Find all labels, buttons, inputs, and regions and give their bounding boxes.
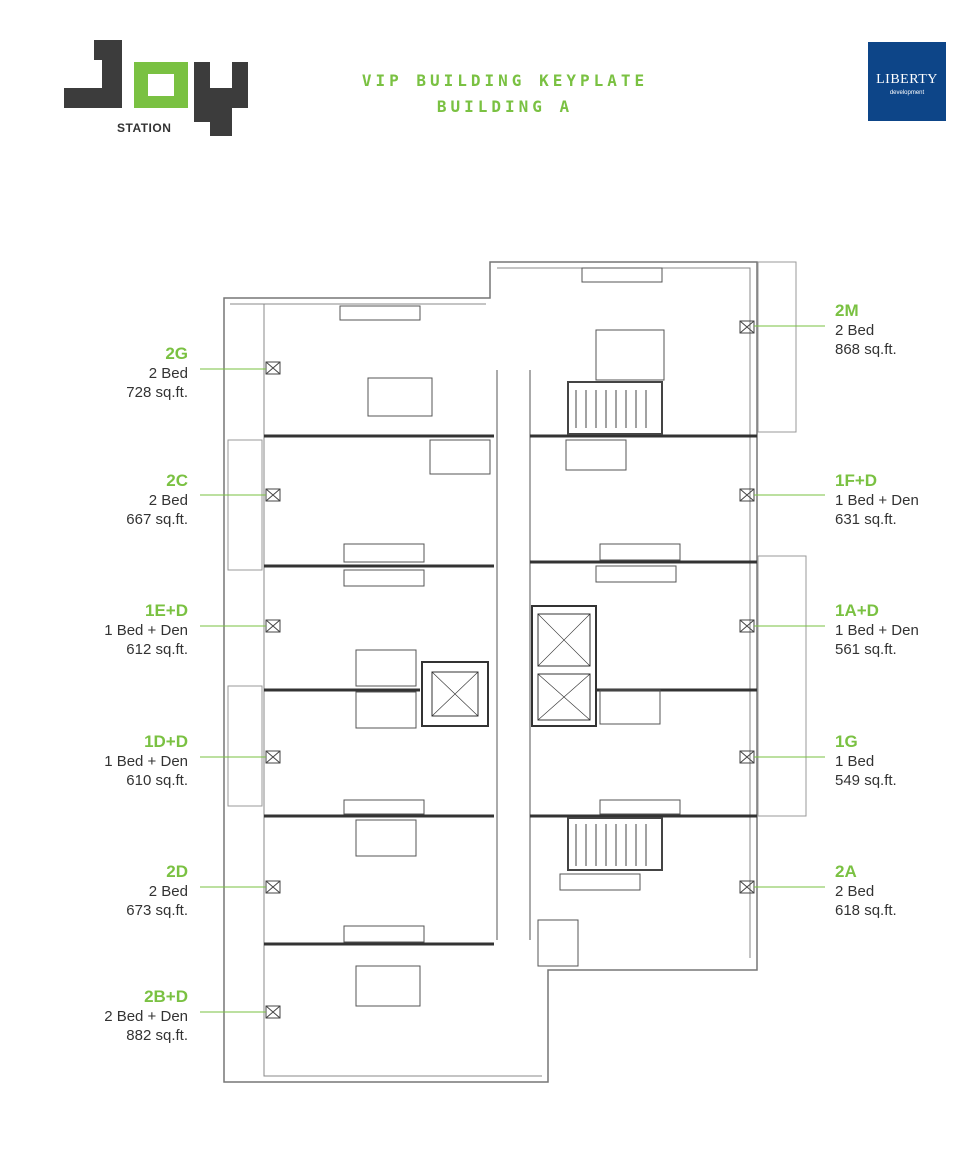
- unit-code: 2G: [165, 344, 188, 363]
- unit-area: 561 sq.ft.: [835, 641, 897, 658]
- unit-label-2g: [68, 343, 188, 402]
- unit-beds: 1 Bed: [835, 753, 875, 770]
- unit-code: 2M: [835, 301, 859, 320]
- logo-station-text: STATION: [117, 121, 172, 135]
- unit-label-2b-d: [68, 986, 188, 1045]
- corridor: [497, 370, 530, 940]
- unit-label-1a-d: [835, 600, 975, 659]
- unit-label-2d: [68, 861, 188, 920]
- unit-beds: 2 Bed: [148, 492, 188, 509]
- unit-area: 618 sq.ft.: [835, 902, 897, 919]
- right-unit-walls: [530, 436, 757, 816]
- unit-area: 612 sq.ft.: [126, 641, 188, 658]
- brand-name: LIBERTY: [876, 72, 938, 87]
- unit-code: 2C: [166, 471, 188, 490]
- unit-label-1d-d: [68, 731, 188, 790]
- unit-beds: 1 Bed + Den: [104, 753, 188, 770]
- unit-code: 2D: [166, 862, 188, 881]
- unit-beds: 2 Bed + Den: [104, 1008, 188, 1025]
- unit-beds: 2 Bed: [835, 883, 875, 900]
- window-markers: [266, 321, 754, 1018]
- unit-beds: 2 Bed: [148, 883, 188, 900]
- unit-code: 2A: [835, 862, 857, 881]
- unit-label-2c: [68, 470, 188, 529]
- unit-code: 1E+D: [145, 601, 188, 620]
- building-title: BUILDING A: [436, 97, 574, 116]
- room-fixtures: [340, 268, 680, 1006]
- elevator-core: [422, 606, 596, 726]
- unit-area: 549 sq.ft.: [835, 772, 897, 789]
- unit-beds: 2 Bed: [835, 322, 875, 339]
- unit-area: 868 sq.ft.: [835, 341, 897, 358]
- unit-beds: 1 Bed + Den: [835, 492, 919, 509]
- unit-area: 673 sq.ft.: [126, 902, 188, 919]
- unit-beds: 1 Bed + Den: [835, 622, 919, 639]
- unit-label-1e-d: [68, 600, 188, 659]
- unit-beds: 1 Bed + Den: [104, 622, 188, 639]
- stairs: [568, 382, 662, 870]
- unit-label-2a: [835, 861, 975, 920]
- unit-area: 667 sq.ft.: [126, 511, 188, 528]
- keyplate-title: VIP BUILDING KEYPLATE: [361, 71, 649, 90]
- brand-sub: development: [889, 90, 925, 96]
- unit-area: 728 sq.ft.: [126, 384, 188, 401]
- unit-code: 1D+D: [144, 732, 188, 751]
- building-outline: [224, 262, 757, 1082]
- leader-lines: [200, 326, 825, 1012]
- unit-label-2m: [835, 300, 975, 359]
- unit-area: 610 sq.ft.: [126, 772, 188, 789]
- unit-code: 1F+D: [835, 471, 878, 490]
- unit-label-1g: [835, 731, 975, 790]
- unit-beds: 2 Bed: [148, 365, 188, 382]
- unit-code: 1A+D: [835, 601, 879, 620]
- unit-area: 631 sq.ft.: [835, 511, 897, 528]
- unit-code: 1G: [835, 732, 858, 751]
- unit-area: 882 sq.ft.: [126, 1027, 188, 1044]
- unit-label-1f-d: [835, 470, 975, 529]
- unit-code: 2B+D: [144, 987, 188, 1006]
